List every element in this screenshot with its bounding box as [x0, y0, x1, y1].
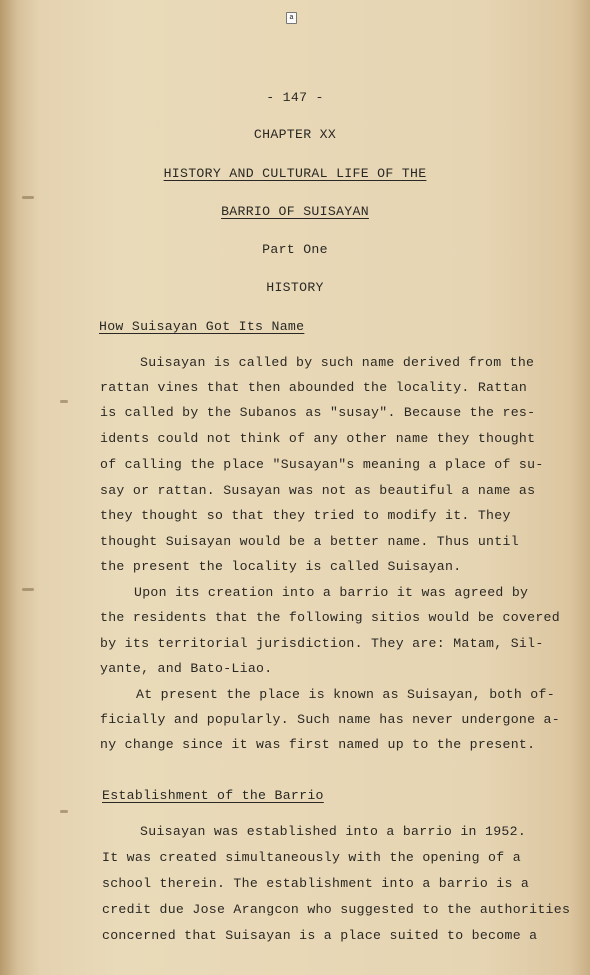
body-line: Suisayan was established into a barrio in 1952.: [140, 824, 527, 839]
body-line: Upon its creation into a barrio it was agreed by: [134, 585, 529, 600]
binding-mark: [60, 810, 68, 813]
body-line: credit due Jose Arangcon who suggested to the authorities: [102, 902, 571, 917]
subheading-name: How Suisayan Got Its Name: [99, 319, 305, 334]
body-line: they thought so that they tried to modify it. They: [100, 508, 511, 523]
binding-mark: [22, 196, 34, 199]
subheading-establishment: Establishment of the Barrio: [102, 788, 324, 803]
body-line: say or rattan. Susayan was not as beautiful a name as: [100, 483, 536, 498]
body-line: yante, and Bato-Liao.: [100, 661, 273, 676]
page-number: - 147 -: [266, 90, 324, 105]
body-line: idents could not think of any other name they thought: [100, 431, 536, 446]
chapter-heading: CHAPTER XX: [253, 127, 337, 142]
binding-mark: [60, 400, 68, 403]
body-line: ny change since it was first named up to the present.: [100, 737, 536, 752]
page-tag: a: [286, 12, 297, 24]
body-line: rattan vines that then abounded the locality. Rattan: [100, 380, 528, 395]
body-line: It was created simultaneously with the opening of a: [102, 850, 521, 865]
part-heading: Part One: [262, 242, 328, 257]
chapter-title-line2: BARRIO OF SUISAYAN: [221, 204, 369, 219]
body-line: is called by the Subanos as "susay". Because the res-: [100, 405, 536, 420]
chapter-title-line1: HISTORY AND CULTURAL LIFE OF THE: [163, 166, 427, 181]
body-line: school therein. The establishment into a barrio is a: [102, 876, 530, 891]
body-line: the residents that the following sitios would be covered: [100, 610, 560, 625]
body-line: the present the locality is called Suisayan.: [100, 559, 462, 574]
body-line: by its territorial jurisdiction. They are: Matam, Sil-: [100, 636, 544, 651]
binding-mark: [22, 588, 34, 591]
body-line: concerned that Suisayan is a place suited to become a: [102, 928, 538, 943]
body-line: ficially and popularly. Such name has never undergone a-: [100, 712, 560, 727]
body-line: thought Suisayan would be a better name. Thus until: [100, 534, 519, 549]
section-heading: HISTORY: [266, 280, 324, 295]
body-line: Suisayan is called by such name derived from the: [140, 355, 535, 370]
body-line: At present the place is known as Suisayan, both of-: [136, 687, 555, 702]
body-line: of calling the place "Susayan"s meaning a place of su-: [100, 457, 544, 472]
